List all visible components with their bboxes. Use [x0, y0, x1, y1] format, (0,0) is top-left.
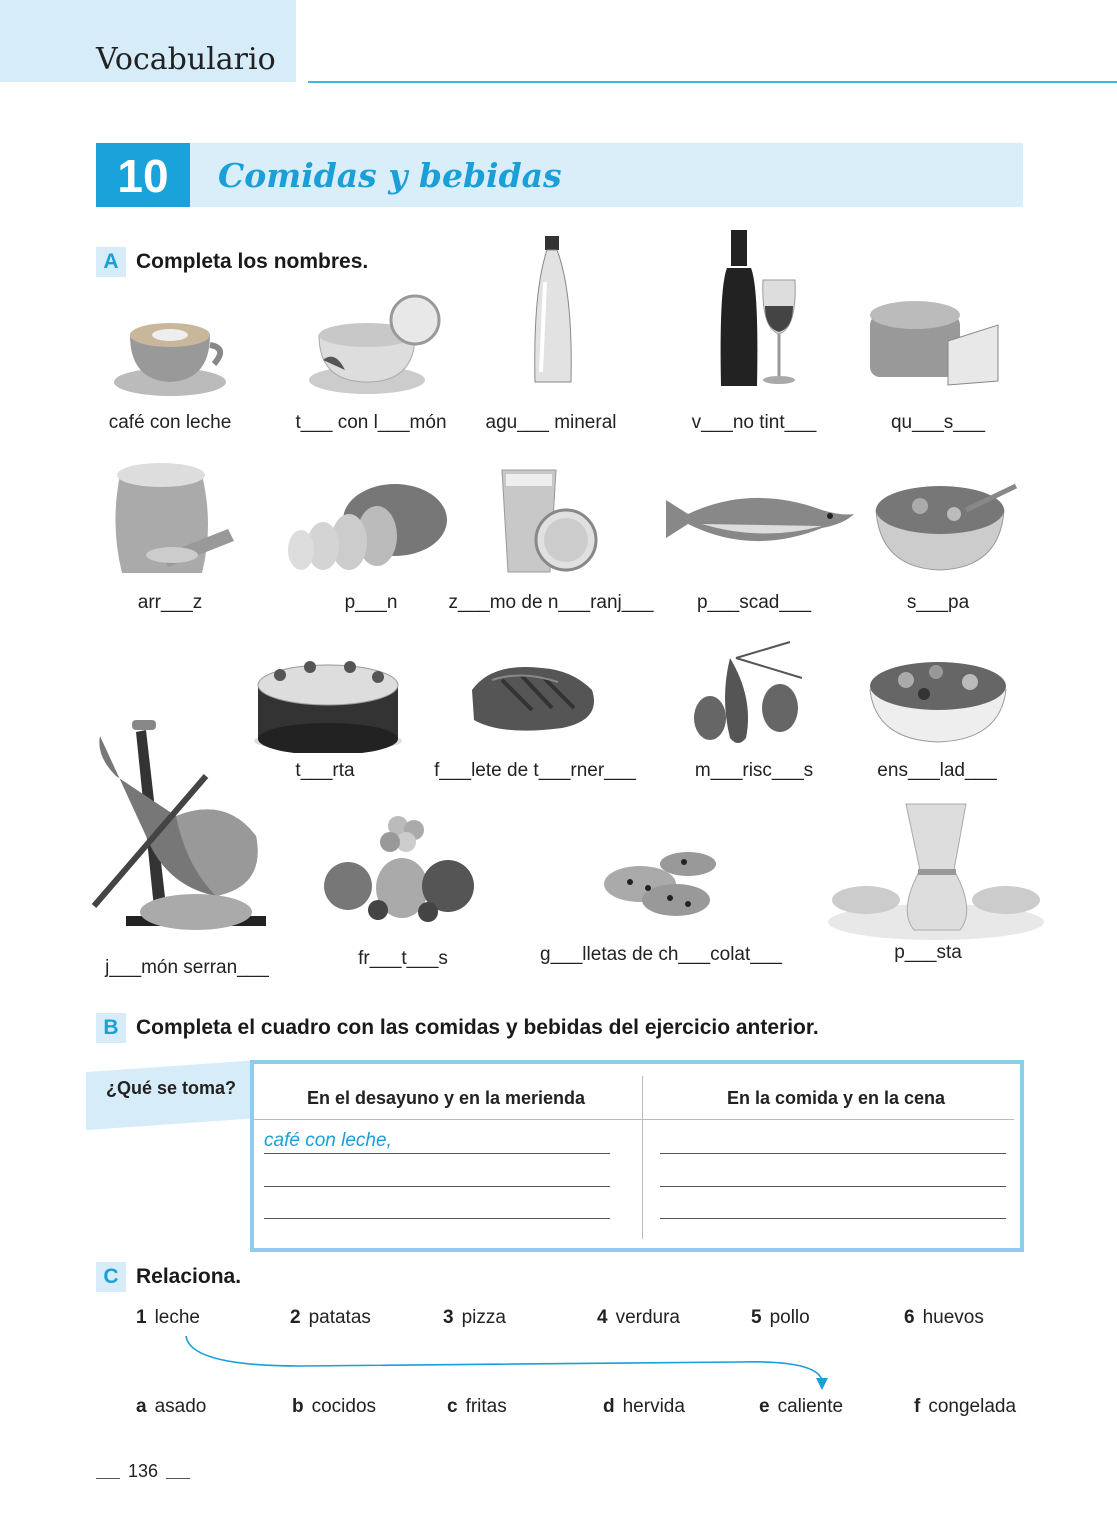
food-label: s___pa: [906, 592, 970, 613]
match-left-item[interactable]: 4 verdura: [597, 1307, 680, 1328]
section-c-badge: C: [96, 1262, 126, 1292]
steak-icon: [462, 650, 607, 740]
example-answer: café con leche,: [264, 1130, 392, 1151]
wine-icon: [715, 228, 805, 390]
food-label: g___lletas de ch___colat___: [540, 944, 782, 965]
fruits-icon: [318, 806, 488, 926]
answer-line[interactable]: [264, 1153, 610, 1154]
answer-line[interactable]: [264, 1218, 610, 1219]
soup-bowl-icon: [870, 470, 1020, 575]
cheese-icon: [866, 295, 1006, 390]
section-a-instruction: Completa los nombres.: [136, 250, 369, 273]
answer-line[interactable]: [660, 1186, 1006, 1187]
match-right-item[interactable]: c fritas: [447, 1396, 507, 1417]
column-header-lunch: En la comida y en la cena: [726, 1088, 946, 1108]
match-left-item[interactable]: 5 pollo: [751, 1307, 810, 1328]
lobster-icon: [690, 638, 815, 753]
match-right-item[interactable]: a asado: [136, 1396, 207, 1417]
food-label: qu___s___: [890, 412, 986, 433]
ham-icon: [86, 716, 276, 946]
match-left-item[interactable]: 2 patatas: [290, 1307, 371, 1328]
pasta-icon: [826, 800, 1048, 942]
unit-title: Comidas y bebidas: [218, 156, 562, 195]
unit-number: 10: [96, 143, 190, 207]
section-a-badge: A: [96, 247, 126, 277]
food-label: p___sta: [894, 942, 962, 963]
section-title: Vocabulario: [96, 42, 276, 77]
cookies-icon: [600, 848, 720, 918]
food-label: ens___lad___: [877, 760, 997, 781]
tea-cup-icon: [305, 290, 445, 400]
bread-icon: [285, 480, 450, 575]
water-bottle-icon: [525, 232, 581, 392]
food-label: m___risc___s: [694, 760, 814, 781]
rice-sack-icon: [102, 455, 242, 580]
food-label: z___mo de n___ranj___: [448, 592, 654, 613]
salad-bowl-icon: [866, 650, 1011, 745]
section-b-instruction: Completa el cuadro con las comidas y bebidas del ejercicio anterior.: [136, 1016, 819, 1039]
section-c-instruction: Relaciona.: [136, 1265, 242, 1288]
answer-line[interactable]: [660, 1218, 1006, 1219]
food-label: arr___z: [137, 592, 203, 613]
column-header-breakfast: En el desayuno y en la merienda: [306, 1088, 586, 1108]
match-left-item[interactable]: 3 pizza: [443, 1307, 506, 1328]
match-right-item[interactable]: f congelada: [914, 1396, 1017, 1417]
food-label: fr___t___s: [358, 948, 448, 969]
answer-line[interactable]: [660, 1153, 1006, 1154]
page-number-rule: [166, 1478, 190, 1479]
food-label: t___ con l___món: [295, 412, 447, 433]
page-number-rule: [96, 1478, 120, 1479]
coffee-cup-icon: [110, 300, 230, 400]
food-label: j___món serran___: [105, 957, 269, 978]
match-arrow-icon: [180, 1330, 840, 1396]
match-right-item[interactable]: b cocidos: [292, 1396, 377, 1417]
food-label: f___lete de t___rner___: [434, 760, 636, 781]
answer-line[interactable]: [264, 1186, 610, 1187]
table-divider: [254, 1119, 1014, 1120]
match-left-item[interactable]: 1 leche: [136, 1307, 200, 1328]
page-number: 136: [128, 1461, 159, 1481]
orange-juice-icon: [496, 464, 606, 576]
food-label: p___n: [344, 592, 398, 613]
fish-icon: [662, 480, 857, 560]
food-label: t___rta: [295, 760, 355, 781]
section-b-badge: B: [96, 1013, 126, 1043]
food-label: café con leche: [108, 412, 232, 433]
match-right-item[interactable]: e caliente: [759, 1396, 844, 1417]
question-label: ¿Qué se toma?: [106, 1078, 237, 1098]
match-right-item[interactable]: d hervida: [603, 1396, 685, 1417]
header-rule: [308, 81, 1117, 83]
table-divider: [642, 1076, 643, 1239]
food-label: agu___ mineral: [485, 412, 617, 433]
food-label: p___scad___: [696, 592, 812, 613]
match-left-item[interactable]: 6 huevos: [904, 1307, 984, 1328]
food-label: v___no tint___: [691, 412, 817, 433]
